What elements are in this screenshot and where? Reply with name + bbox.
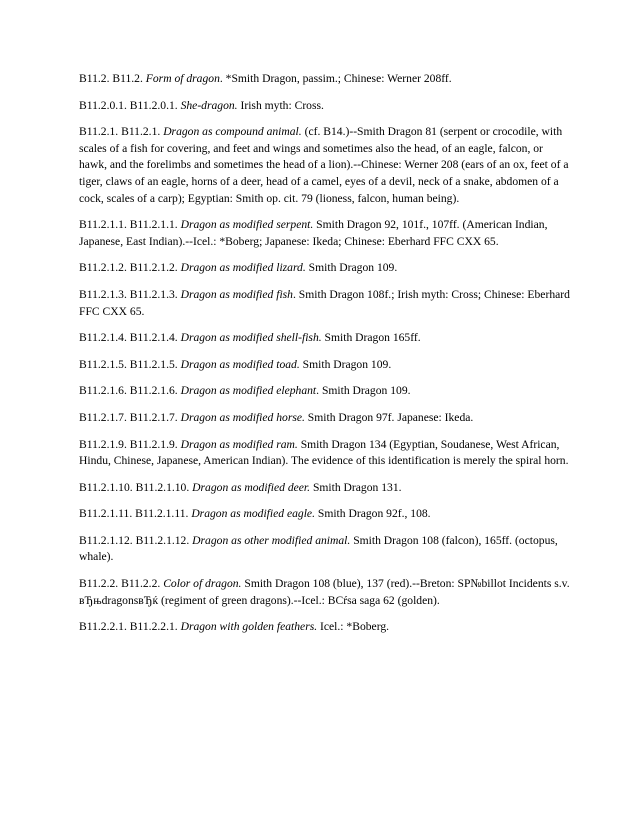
motif-title: She-dragon. <box>180 98 238 112</box>
motif-title: Dragon as modified serpent. <box>180 218 314 232</box>
separator: . <box>316 384 322 398</box>
motif-code: B11.2.1.12. B11.2.1.12. <box>79 533 190 547</box>
motif-body: Icel.: *Boberg. <box>320 620 390 634</box>
motif-entry <box>79 217 571 250</box>
motif-entry <box>79 124 571 207</box>
motif-code: B11.2.2. B11.2.2. <box>79 577 161 591</box>
motif-entry <box>79 506 571 523</box>
motif-entry <box>79 533 571 566</box>
motif-body: Smith Dragon 108 (falcon), 165ff. (octopus, whale). <box>79 533 558 564</box>
motif-code: B11.2.1.6. B11.2.1.6. <box>79 384 178 398</box>
motif-code: B11.2.2.1. B11.2.2.1. <box>79 620 178 634</box>
motif-title: Dragon as compound animal. <box>163 125 302 139</box>
motif-body: (cf. B14.)--Smith Dragon 81 (serpent or crocodile, with scales of a fish for covering, and feet and wings and sometimes also the head, of an eagle, falcon, or hawk, and the forelimbs and sometimes the head of a lion).--Chinese: Werner 208 (ears of an ox, feet of a tiger, claws of an eagle, horns of a deer, head of a camel, eyes of a devil, neck of a snake, abdomen of a cock, scales of a carp); Egyptian: Smith op. cit. 79 (lioness, falcon, human being). <box>79 125 569 205</box>
motif-title: Dragon as modified horse. <box>180 410 305 424</box>
motif-body: Smith Dragon 92, 101f., 107ff. (American Indian, Japanese, East Indian).--Icel.: *Boberg; Japanese: Ikeda; Chinese: Eberhard FFC CXX 65. <box>79 218 548 248</box>
motif-code: B11.2.1.5. B11.2.1.5. <box>79 357 178 371</box>
motif-code: B11.2. B11.2. <box>79 72 143 85</box>
motif-code: B11.2.1.2. B11.2.1.2. <box>79 261 178 275</box>
motif-code: B11.2.1.1. B11.2.1.1. <box>79 218 178 232</box>
motif-entry <box>79 437 571 470</box>
motif-entry <box>79 480 571 497</box>
separator: . <box>219 72 226 85</box>
motif-title: Dragon as modified toad. <box>180 357 300 371</box>
motif-code: B11.2.1.3. B11.2.1.3. <box>79 287 178 301</box>
motif-body: Smith Dragon 134 (Egyptian, Soudanese, West African, Hindu, Chinese, Japanese, American Indian). The evidence of this identification is merely the spiral horn. <box>79 437 569 468</box>
motif-title: Dragon as other modified animal. <box>192 533 351 547</box>
motif-code: B11.2.1.4. B11.2.1.4. <box>79 331 178 345</box>
motif-title: Dragon as modified deer. <box>192 480 311 494</box>
motif-body: Smith Dragon 165ff. <box>324 331 421 345</box>
motif-title: Dragon as modified elephant <box>180 384 317 398</box>
motif-code: B11.2.0.1. B11.2.0.1. <box>79 98 178 112</box>
motif-entry <box>79 619 571 636</box>
motif-title: Dragon as modified fish <box>180 287 293 301</box>
motif-code: B11.2.1.7. B11.2.1.7. <box>79 410 178 424</box>
motif-entry <box>79 260 571 277</box>
motif-title: Dragon as modified lizard. <box>180 261 306 275</box>
motif-title: Dragon as modified shell-fish. <box>180 331 322 345</box>
motif-title: Dragon as modified ram. <box>180 437 298 451</box>
motif-entry <box>79 383 571 400</box>
motif-entry <box>79 71 571 88</box>
motif-title: Dragon with golden feathers. <box>180 620 318 634</box>
motif-body: *Smith Dragon, passim.; Chinese: Werner 208ff. <box>225 72 452 85</box>
motif-body: Smith Dragon 92f., 108. <box>317 507 431 521</box>
motif-body: Smith Dragon 97f. Japanese: Ikeda. <box>307 410 474 424</box>
motif-body: Smith Dragon 108f.; Irish myth: Cross; Chinese: Eberhard FFC CXX 65. <box>79 287 570 318</box>
motif-body: Smith Dragon 131. <box>312 480 402 494</box>
motif-title: Color of dragon. <box>163 577 242 591</box>
motif-code: B11.2.1.9. B11.2.1.9. <box>79 437 178 451</box>
motif-entry <box>79 576 571 609</box>
motif-entry <box>79 410 571 427</box>
motif-entry <box>79 357 571 374</box>
motif-code: B11.2.1.11. B11.2.1.11. <box>79 507 189 521</box>
motif-body: Smith Dragon 109. <box>302 357 392 371</box>
motif-code: B11.2.1.10. B11.2.1.10. <box>79 480 190 494</box>
document-page <box>79 71 571 646</box>
motif-title: Form of dragon <box>145 72 220 85</box>
motif-body: Smith Dragon 108 (blue), 137 (red).--Breton: SP№billot Incidents s.v. вЂњdragonsвЂќ (regiment of green dragons).--Icel.: BCŕsa saga 62 (golden). <box>79 577 570 607</box>
motif-entry <box>79 330 571 347</box>
motif-body: Irish myth: Cross. <box>240 98 324 112</box>
motif-body: Smith Dragon 109. <box>308 261 398 275</box>
motif-title: Dragon as modified eagle. <box>191 507 315 521</box>
motif-code: B11.2.1. B11.2.1. <box>79 125 161 139</box>
motif-body: Smith Dragon 109. <box>321 384 411 398</box>
motif-entry <box>79 98 571 115</box>
separator: . <box>292 287 299 301</box>
motif-entry <box>79 287 571 320</box>
